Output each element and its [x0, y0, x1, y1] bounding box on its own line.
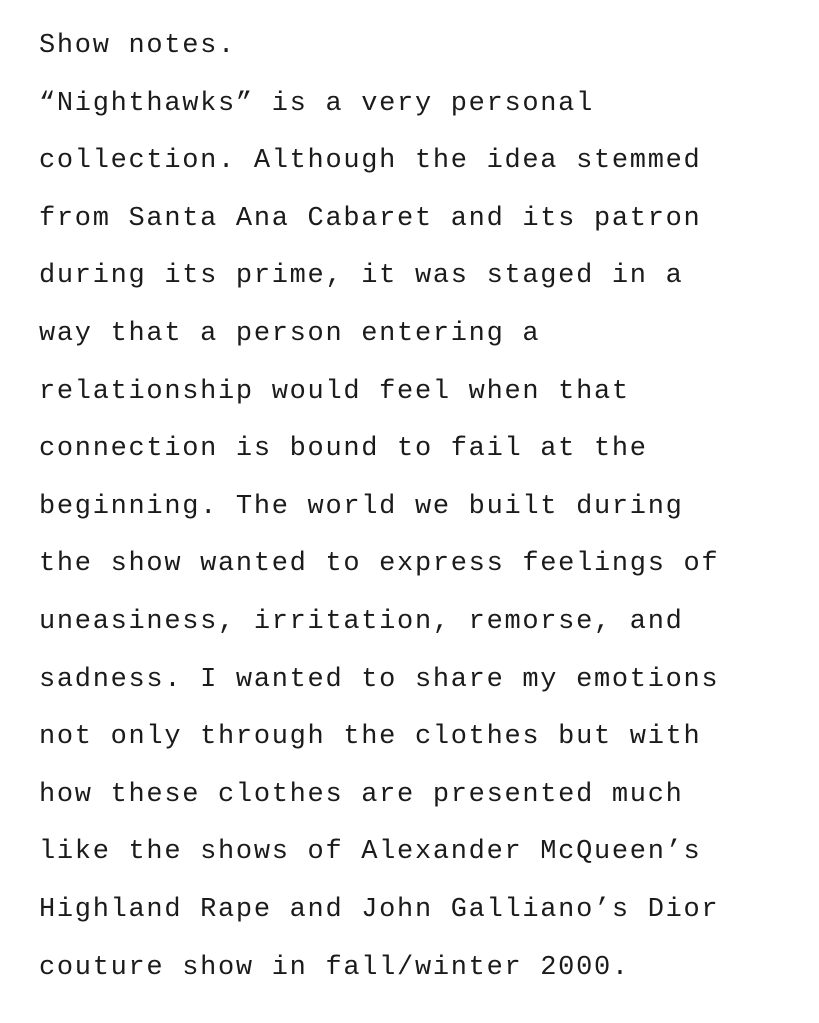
text-line: Highland Rape and John Galliano’s Dior [39, 894, 720, 925]
text-line: “Nighthawks” is a very personal [39, 88, 594, 119]
text-line: uneasiness, irritation, remorse, and [39, 606, 684, 637]
text-line: couture show in fall/winter 2000. [39, 952, 630, 983]
text-line: the show wanted to express feelings of [39, 549, 720, 580]
text-line: relationship would feel when that [39, 376, 630, 407]
text-line: beginning. The world we built during [39, 491, 684, 522]
text-line: way that a person entering a [39, 318, 541, 349]
text-line: sadness. I wanted to share my emotions [39, 664, 720, 695]
text-line: how these clothes are presented much [39, 779, 684, 810]
text-line: during its prime, it was staged in a [39, 261, 684, 292]
text-line: from Santa Ana Cabaret and its patron [39, 203, 702, 234]
text-line: not only through the clothes but with [39, 722, 702, 753]
text-line: connection is bound to fail at the [39, 434, 648, 465]
show-notes-document [39, 26, 799, 1005]
text-line: like the shows of Alexander McQueen’s [39, 837, 702, 868]
text-line: collection. Although the idea stemmed [39, 146, 702, 177]
document-heading: Show notes. [39, 31, 236, 61]
